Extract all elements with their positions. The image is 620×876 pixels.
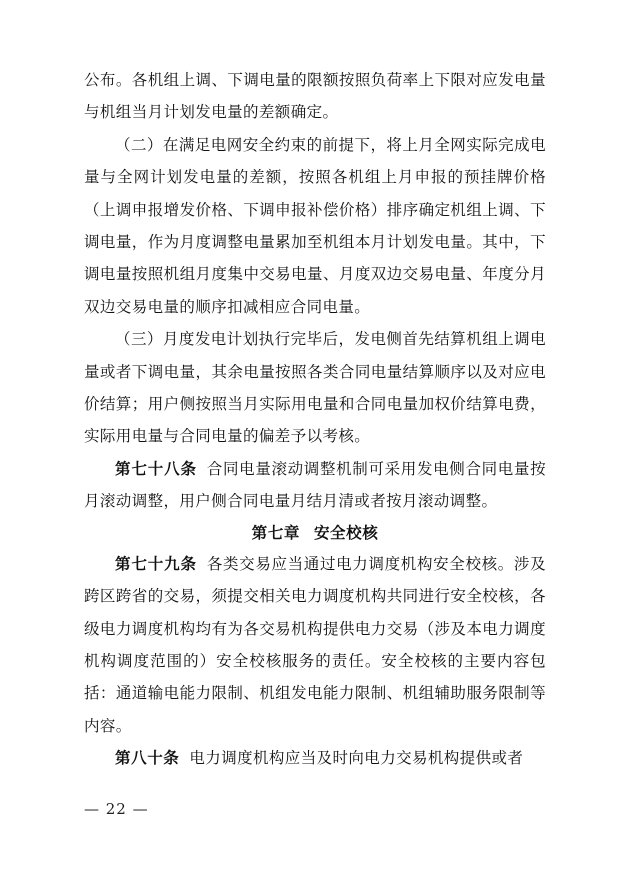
- article-79: [84, 548, 546, 742]
- page-number: — 22 —: [84, 800, 149, 818]
- chapter-number: 第七章: [251, 522, 300, 542]
- article-80-label: 第八十条: [115, 748, 180, 768]
- article-80-text: 电力调度机构应当及时向电力交易机构提供或者: [189, 749, 524, 768]
- paragraph-item-2: （二）在满足电网安全约束的前提下，将上月全网实际完成电量与全网计划发电量的差额，按照各机组上月申报的预挂牌价格（上调申报增发价格、下调申报补偿价格）排序确定机组上调、下调电量，作为月度调整电量累加至机组本月计划发电量。其中，下调电量按照机组月度集中交易电量、月度双边交易电量、年度分月双边交易电量的顺序扣减相应合同电量。: [84, 135, 546, 316]
- paragraph-continuation: 公布。各机组上调、下调电量的限额按照负荷率上下限对应发电量与机组当月计划发电量的差额确定。: [84, 71, 546, 122]
- article-80: [84, 742, 546, 774]
- article-78-text: 合同电量滚动调整机制可采用发电侧合同电量按月滚动调整，用户侧合同电量月结月清或者按月滚动调整。: [84, 459, 546, 511]
- document-body: [84, 64, 546, 775]
- article-79-text: 各类交易应当通过电力调度机构安全校核。涉及跨区跨省的交易，须提交相关电力调度机构共同进行安全校核，各级电力调度机构均有为各交易机构提供电力交易（涉及本电力调度机构调度范围的）安全校核服务的责任。安全校核的主要内容包括：通道输电能力限制、机组发电能力限制、机组辅助服务限制等内容。: [84, 554, 546, 735]
- article-78-label: 第七十八条: [115, 458, 197, 478]
- paragraph-item-3: （三）月度发电计划执行完毕后，发电侧首先结算机组上调电量或者下调电量，其余电量按照各类合同电量结算顺序以及对应电价结算；用户侧按照当月实际用电量和合同电量加权价结算电费，实际用电量与合同电量的偏差予以考核。: [84, 330, 546, 446]
- chapter-heading: [84, 518, 546, 548]
- chapter-title: 安全校核: [313, 522, 379, 542]
- article-79-label: 第七十九条: [115, 553, 197, 573]
- article-78: [84, 453, 546, 518]
